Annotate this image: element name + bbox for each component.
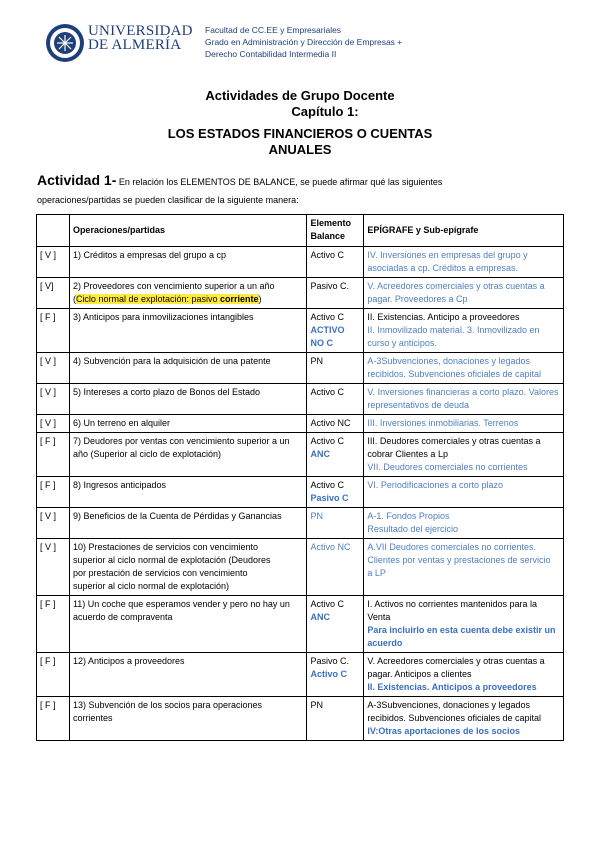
table-row <box>37 247 564 278</box>
table-row <box>37 278 564 309</box>
table-row <box>37 353 564 384</box>
row-operation <box>69 596 307 653</box>
epigraph-text: V. Acreedores comerciales y otras cuentas a pagar. Proveedores a Cp <box>367 281 545 304</box>
table-row <box>37 697 564 741</box>
row-operation <box>69 433 307 477</box>
row-element <box>307 278 364 309</box>
page-title: Actividades de Grupo Docente Capítulo 1: <box>205 88 395 119</box>
epigraph-text: Para incluirlo en esta cuenta debe existir un acuerdo <box>367 625 556 648</box>
row-element <box>307 508 364 539</box>
operation-text: año (Superior al ciclo de explotación) <box>72 449 222 459</box>
operation-text: superior al ciclo normal de explotación) <box>72 581 230 591</box>
epigraph-text: IV:Otras aportaciones de los socios <box>367 726 520 736</box>
element-correction: ACTIVO NO C <box>310 325 345 348</box>
epigraph-text: V. Inversiones financieras a corto plazo. Valores representativos de deuda <box>367 387 559 410</box>
row-epigraph <box>364 653 564 697</box>
row-element <box>307 353 364 384</box>
element-correction: ANC <box>310 449 330 459</box>
row-operation <box>69 477 307 508</box>
epigraph-text: A-1. Fondos Propios <box>367 511 450 521</box>
element-value: Activo C <box>310 480 344 490</box>
row-operation <box>69 278 307 309</box>
epigraph-text: Resultado del ejercicio <box>367 524 458 534</box>
row-mark: [ V ] <box>37 384 70 415</box>
row-epigraph <box>364 353 564 384</box>
table-row <box>37 653 564 697</box>
element-value: Activo C <box>310 599 344 609</box>
table-row <box>37 508 564 539</box>
row-epigraph <box>364 596 564 653</box>
table-row <box>37 596 564 653</box>
operation-note: (Ciclo normal de explotación: pasivo corriente) <box>72 294 262 304</box>
epigraph-text: VI. Periodificaciones a corto plazo <box>367 480 503 490</box>
operation-text: 11) Un coche que esperamos vender y pero no hay un <box>72 599 290 609</box>
epigraph-text: cobrar Clientes a Lp <box>367 449 448 459</box>
row-element <box>307 433 364 477</box>
row-epigraph <box>364 433 564 477</box>
row-element <box>307 384 364 415</box>
activity-intro: operaciones/partidas se pueden clasificar de la siguiente manera: <box>37 195 299 205</box>
element-value: PN <box>310 356 323 366</box>
operation-text: 10) Prestaciones de servicios con vencimiento <box>72 542 259 552</box>
element-value: PN <box>310 700 323 710</box>
row-mark: [ F ] <box>37 477 70 508</box>
element-value: PN <box>310 511 323 521</box>
row-element <box>307 596 364 653</box>
element-value: Activo C <box>310 250 344 260</box>
row-mark: [ V ] <box>37 508 70 539</box>
epigraph-text: A-3Subvenciones, donaciones y legados recibidos. Subvenciones oficiales de capital <box>367 700 542 723</box>
element-correction: Activo C <box>310 669 347 679</box>
element-value: Activo NC <box>310 542 351 552</box>
table-header: Operaciones/partidas Elemento Balance EPÍGRAFE y Sub-epígrafe <box>37 215 564 247</box>
element-value: Activo NC <box>310 418 351 428</box>
operation-text: 4) Subvención para la adquisición de una patente <box>72 356 271 366</box>
epigraph-text: IV. Inversiones en empresas del grupo y asociadas a cp. Créditos a empresas. <box>367 250 528 273</box>
operation-text: superior al ciclo normal de explotación (Deudores <box>72 555 271 565</box>
university-name: UNIVERSIDAD DE ALMERÍA <box>88 23 193 53</box>
row-epigraph <box>364 309 564 353</box>
epigraph-text: A.VII Deudores comerciales no corrientes. Clientes por ventas y prestaciones de servicio <box>367 542 551 565</box>
operation-text: 9) Beneficios de la Cuenta de Pérdidas y Ganancias <box>72 511 282 521</box>
epigraph-text: A-3Subvenciones, donaciones y legados recibidos. Subvenciones oficiales de capital <box>367 356 542 379</box>
epigraph-text: III. Inversiones inmobiliarias. Terrenos <box>367 418 519 428</box>
operation-text: 6) Un terreno en alquiler <box>72 418 170 428</box>
row-operation <box>69 247 307 278</box>
table-row <box>37 415 564 433</box>
row-element <box>307 653 364 697</box>
operation-text: 8) Ingresos anticipados <box>72 480 166 490</box>
row-mark: [ F ] <box>37 309 70 353</box>
row-operation <box>69 697 307 741</box>
header-info: Facultad de CC.EE y Empresariales Grado en Administración y Dirección de Empresas + Derecho Contabilidad Intermedia II <box>205 25 403 59</box>
element-value: Activo C <box>310 312 344 322</box>
table-row <box>37 384 564 415</box>
row-mark: [ F ] <box>37 653 70 697</box>
row-mark: [ V] <box>37 278 70 309</box>
row-operation <box>69 539 307 596</box>
row-element <box>307 415 364 433</box>
epigraph-text: II. Existencias. Anticipo a proveedores <box>367 312 520 322</box>
element-value: Activo C <box>310 387 344 397</box>
row-operation <box>69 508 307 539</box>
operation-text: 2) Proveedores con vencimiento superior a un año <box>72 281 275 291</box>
epigraph-text: VII. Deudores comerciales no corrientes <box>367 462 528 472</box>
row-element <box>307 477 364 508</box>
element-value: Activo C <box>310 436 344 446</box>
row-mark: [ F ] <box>37 697 70 741</box>
epigraph-text: V. Acreedores comerciales y otras cuentas a pagar. Anticipos a clientes <box>367 656 545 679</box>
row-operation <box>69 353 307 384</box>
operation-text: 13) Subvención de los socios para operaciones corrientes <box>72 700 263 723</box>
operation-text: acuerdo de compraventa <box>72 612 173 622</box>
row-mark: [ F ] <box>37 596 70 653</box>
row-element <box>307 309 364 353</box>
element-correction: ANC <box>310 612 330 622</box>
epigraph-text: I. Activos no corrientes mantenidos para la Venta <box>367 599 537 622</box>
row-mark: [ V ] <box>37 539 70 596</box>
table-row <box>37 477 564 508</box>
row-epigraph <box>364 539 564 596</box>
row-epigraph <box>364 278 564 309</box>
table-row <box>37 539 564 596</box>
row-mark: [ V ] <box>37 247 70 278</box>
row-element <box>307 697 364 741</box>
element-value: Pasivo C. <box>310 656 349 666</box>
row-epigraph <box>364 247 564 278</box>
activity-heading: Actividad 1- En relación los ELEMENTOS DE BALANCE, se puede afirmar qué las siguientes <box>37 172 443 188</box>
row-operation <box>69 384 307 415</box>
table-row <box>37 309 564 353</box>
element-correction: Pasivo C <box>310 493 349 503</box>
row-epigraph <box>364 508 564 539</box>
operation-text: 3) Anticipos para inmovilizaciones intangibles <box>72 312 254 322</box>
epigraph-text: II. Inmovilizado material. 3. Inmovilizado en curso y anticipos. <box>367 325 540 348</box>
operation-text: 7) Deudores por ventas con vencimiento superior a un <box>72 436 290 446</box>
element-value: Pasivo C. <box>310 281 349 291</box>
highlight-text: Ciclo normal de explotación: pasivo <box>75 294 221 304</box>
balance-table <box>36 214 564 741</box>
row-element <box>307 539 364 596</box>
epigraph-text: a LP <box>367 568 386 578</box>
operation-text: por prestación de servicios con vencimiento <box>72 568 248 578</box>
row-mark: [ V ] <box>37 353 70 384</box>
row-operation <box>69 653 307 697</box>
operation-text: 1) Créditos a empresas del grupo a cp <box>72 250 227 260</box>
epigraph-text: II. Existencias. Anticipos a proveedores <box>367 682 537 692</box>
table-row <box>37 433 564 477</box>
row-operation <box>69 309 307 353</box>
row-element <box>307 247 364 278</box>
operation-text: 12) Anticipos a proveedores <box>72 656 185 666</box>
row-epigraph <box>364 384 564 415</box>
row-mark: [ F ] <box>37 433 70 477</box>
epigraph-text: III. Deudores comerciales y otras cuentas a <box>367 436 541 446</box>
row-mark: [ V ] <box>37 415 70 433</box>
row-epigraph <box>364 697 564 741</box>
row-epigraph <box>364 477 564 508</box>
row-epigraph <box>364 415 564 433</box>
highlight-bold: corriente <box>220 294 259 304</box>
row-operation <box>69 415 307 433</box>
chapter-title: LOS ESTADOS FINANCIEROS O CUENTAS ANUALES <box>167 126 433 157</box>
operation-text: 5) Intereses a corto plazo de Bonos del Estado <box>72 387 261 397</box>
